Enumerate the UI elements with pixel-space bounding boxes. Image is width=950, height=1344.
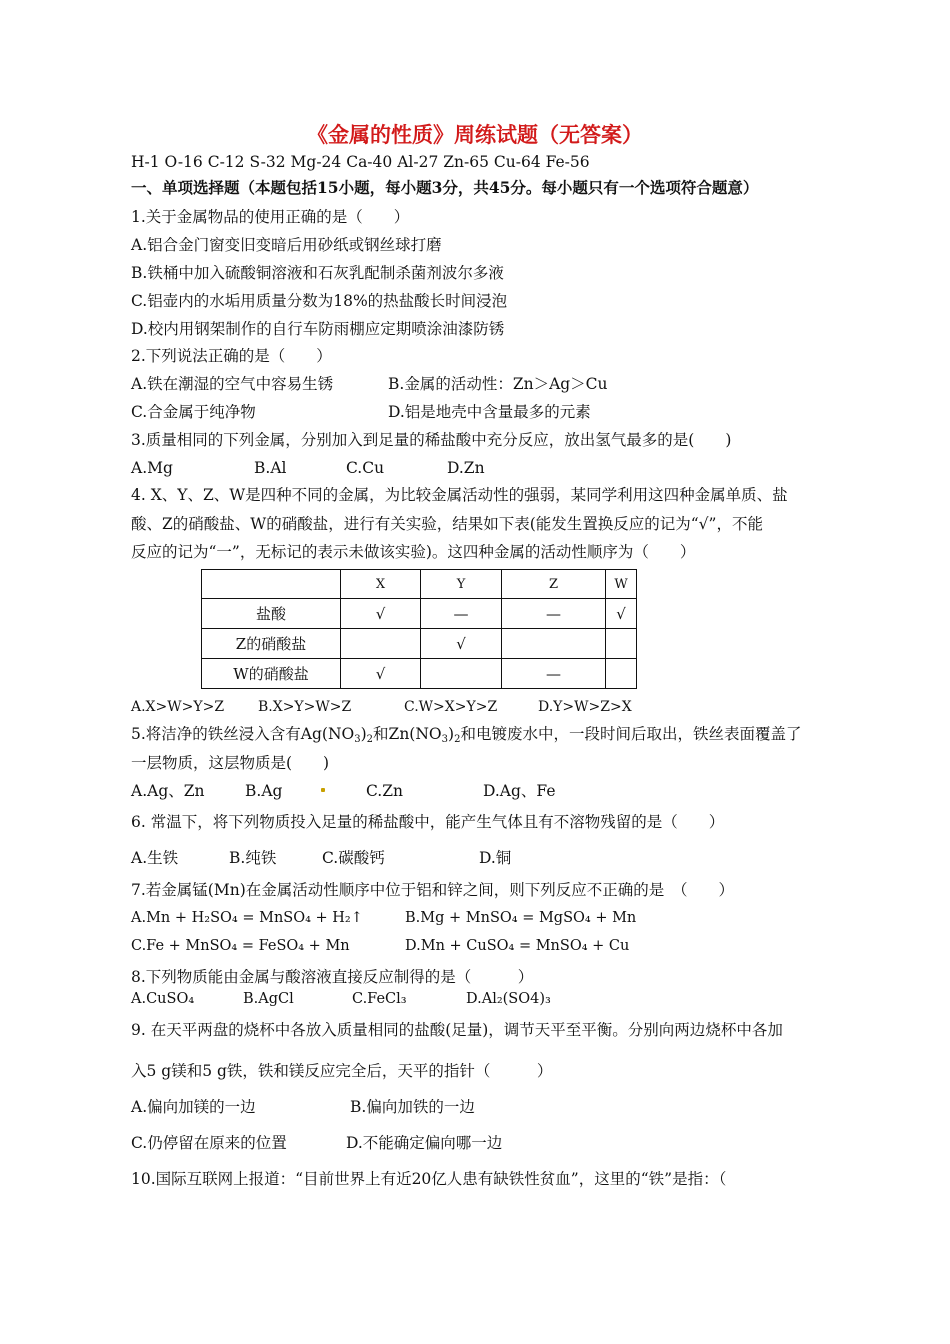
q3-option-d: D.Zn bbox=[447, 459, 485, 477]
q9-option-a: A.偏向加镁的一边 bbox=[131, 1098, 256, 1116]
q3-option-a: A.Mg bbox=[131, 459, 173, 477]
q8-option-d: D.Al₂(SO4)₃ bbox=[466, 991, 551, 1007]
q1-option-d: D.校内用钢架制作的自行车防雨棚应定期喷涂油漆防锈 bbox=[131, 320, 505, 338]
table-row bbox=[202, 629, 637, 659]
q4-option-d: D.Y>W>Z>X bbox=[538, 699, 632, 715]
q4-line3: 反应的记为“一”，无标记的表示未做该实验)。这四种金属的活动性顺序为（ ） bbox=[131, 543, 696, 561]
row-label: 盐酸 bbox=[202, 599, 341, 629]
q2-option-a: A.铁在潮湿的空气中容易生锈 bbox=[131, 375, 334, 393]
q1-stem: 1.关于金属物品的使用正确的是（ ） bbox=[131, 208, 410, 226]
q6-option-a: A.生铁 bbox=[131, 849, 179, 867]
q5-text: ) bbox=[360, 725, 367, 743]
table-cell bbox=[502, 629, 606, 659]
q3-stem: 3.质量相同的下列金属，分别加入到足量的稀盐酸中充分反应，放出氢气最多的是( ) bbox=[131, 431, 732, 449]
subscript: 2 bbox=[366, 734, 374, 745]
table-header-y: Y bbox=[421, 570, 502, 599]
q7-stem: 7.若金属锰(Mn)在金属活动性顺序中位于铝和锌之间，则下列反应不正确的是 （ ） bbox=[131, 881, 734, 899]
table-header-x: X bbox=[341, 570, 421, 599]
table-cell bbox=[606, 659, 637, 689]
table-header-z: Z bbox=[502, 570, 606, 599]
table-cell: √ bbox=[341, 659, 421, 689]
q6-option-c: C.碳酸钙 bbox=[322, 849, 385, 867]
q5-option-d: D.Ag、Fe bbox=[483, 782, 556, 800]
q9-option-b: B.偏向加铁的一边 bbox=[350, 1098, 475, 1116]
q6-option-b: B.纯铁 bbox=[229, 849, 277, 867]
q4-option-b: B.X>Y>W>Z bbox=[258, 699, 352, 715]
q5-text: 和Zn(NO bbox=[373, 725, 442, 743]
q1-option-a: A.铝合金门窗变旧变暗后用砂纸或钢丝球打磨 bbox=[131, 236, 442, 254]
table-cell bbox=[202, 570, 341, 599]
q5-option-c: C.Zn bbox=[366, 782, 403, 800]
table-row bbox=[202, 659, 637, 689]
table-cell bbox=[606, 629, 637, 659]
table-cell bbox=[341, 629, 421, 659]
table-cell bbox=[421, 659, 502, 689]
table-header-w: W bbox=[606, 570, 637, 599]
q8-option-c: C.FeCl₃ bbox=[352, 991, 407, 1007]
subscript: 2 bbox=[454, 734, 461, 745]
q9-option-d: D.不能确定偏向哪一边 bbox=[346, 1134, 503, 1152]
stray-dot bbox=[321, 788, 325, 792]
q10-stem: 10.国际互联网上报道：“目前世界上有近20亿人患有缺铁性贫血”，这里的“铁”是指：（ bbox=[131, 1170, 727, 1188]
subscript: 3 bbox=[441, 734, 448, 745]
q6-option-d: D.铜 bbox=[479, 849, 512, 867]
q8-option-b: B.AgCl bbox=[243, 991, 294, 1007]
q5-line1 bbox=[131, 724, 801, 744]
q5-option-b: B.Ag bbox=[245, 782, 283, 800]
q9-line2: 入5 g镁和5 g铁，铁和镁反应完全后，天平的指针（ ） bbox=[131, 1062, 553, 1080]
q7-option-b: B.Mg + MnSO₄ = MgSO₄ + Mn bbox=[405, 910, 637, 926]
q1-option-c: C.铝壶内的水垢用质量分数为18%的热盐酸长时间浸泡 bbox=[131, 292, 508, 310]
atomic-masses: H-1 O-16 C-12 S-32 Mg-24 Ca-40 Al-27 Zn-65 Cu-64 Fe-56 bbox=[131, 153, 590, 171]
q2-stem: 2.下列说法正确的是（ ） bbox=[131, 347, 332, 365]
q5-text: 和电镀废水中，一段时间后取出，铁丝表面覆盖了 bbox=[460, 725, 802, 743]
table-header-row bbox=[202, 570, 637, 599]
q2-option-b: B.金属的活动性：Zn＞Ag＞Cu bbox=[388, 375, 608, 393]
q4-line2: 酸、Z的硝酸盐、W的硝酸盐，进行有关实验，结果如下表(能发生置换反应的记为“√”，不能 bbox=[131, 515, 763, 533]
q8-stem: 8.下列物质能由金属与酸溶液直接反应制得的是（ ） bbox=[131, 968, 534, 986]
q5-line2: 一层物质，这层物质是( ) bbox=[131, 754, 330, 772]
section-heading: 一、单项选择题（本题包括15小题，每小题3分，共45分。每小题只有一个选项符合题意） bbox=[131, 178, 759, 197]
q2-option-d: D.铝是地壳中含量最多的元素 bbox=[388, 403, 591, 421]
subscript: 3 bbox=[354, 734, 361, 745]
q3-option-b: B.Al bbox=[254, 459, 287, 477]
q7-option-a: A.Mn + H₂SO₄ = MnSO₄ + H₂↑ bbox=[131, 910, 363, 926]
table-cell: — bbox=[502, 599, 606, 629]
table-cell: — bbox=[421, 599, 502, 629]
table-cell: √ bbox=[606, 599, 637, 629]
q9-option-c: C.仍停留在原来的位置 bbox=[131, 1134, 287, 1152]
q4-line1: 4. X、Y、Z、W是四种不同的金属，为比较金属活动性的强弱，某同学利用这四种金属单质、盐 bbox=[131, 486, 788, 504]
experiment-table bbox=[201, 569, 637, 689]
table-row bbox=[202, 599, 637, 629]
q7-option-c: C.Fe + MnSO₄ = FeSO₄ + Mn bbox=[131, 938, 350, 954]
table-cell: — bbox=[502, 659, 606, 689]
q5-text: ) bbox=[448, 725, 455, 743]
page-title: 《金属的性质》周练试题（无答案） bbox=[307, 122, 643, 147]
q9-line1: 9. 在天平两盘的烧杯中各放入质量相同的盐酸(足量)，调节天平至平衡。分别向两边烧杯中各加 bbox=[131, 1021, 783, 1039]
table-cell: √ bbox=[421, 629, 502, 659]
q8-option-a: A.CuSO₄ bbox=[131, 991, 195, 1007]
q5-text: 5.将洁净的铁丝浸入含有Ag(NO bbox=[131, 725, 355, 743]
q1-option-b: B.铁桶中加入硫酸铜溶液和石灰乳配制杀菌剂波尔多液 bbox=[131, 264, 504, 282]
q2-option-c: C.合金属于纯净物 bbox=[131, 403, 256, 421]
row-label: W的硝酸盐 bbox=[202, 659, 341, 689]
q3-option-c: C.Cu bbox=[346, 459, 385, 477]
table-cell: √ bbox=[341, 599, 421, 629]
q6-stem: 6. 常温下，将下列物质投入足量的稀盐酸中，能产生气体且有不溶物残留的是（ ） bbox=[131, 813, 725, 831]
row-label: Z的硝酸盐 bbox=[202, 629, 341, 659]
q4-option-c: C.W>X>Y>Z bbox=[404, 699, 498, 715]
q5-option-a: A.Ag、Zn bbox=[131, 782, 205, 800]
q7-option-d: D.Mn + CuSO₄ = MnSO₄ + Cu bbox=[405, 938, 630, 954]
q4-option-a: A.X>W>Y>Z bbox=[131, 699, 225, 715]
